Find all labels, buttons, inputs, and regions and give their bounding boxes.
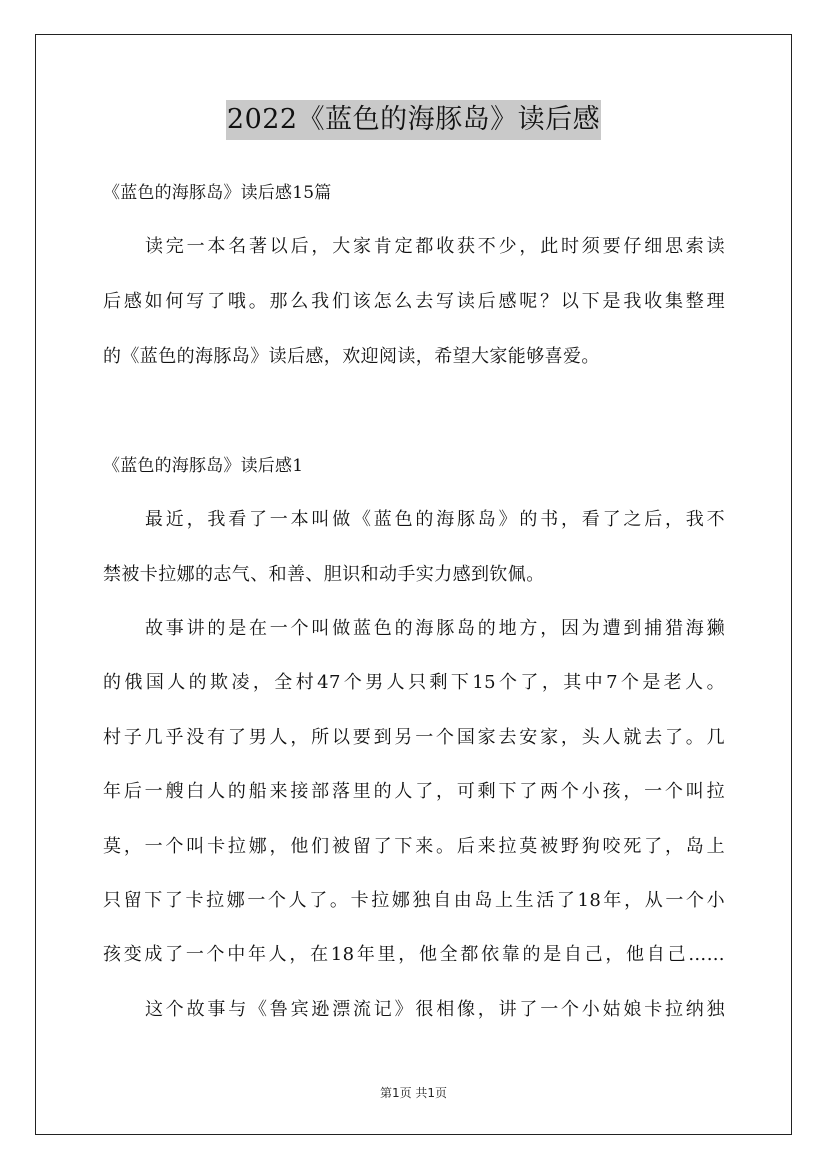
paragraph-2-line-5: 莫，一个叫卡拉娜，他们被留了下来。后来拉莫被野狗咬死了，岛上 (103, 836, 725, 857)
section-heading: 《蓝色的海豚岛》读后感1 (103, 456, 304, 476)
document-title-text: 2022《蓝色的海豚岛》读后感 (226, 100, 601, 140)
document-title (0, 100, 827, 140)
subtitle-line: 《蓝色的海豚岛》读后感15篇 (103, 183, 332, 203)
paragraph-1-line-2: 禁被卡拉娜的志气、和善、胆识和动手实力感到钦佩。 (103, 564, 545, 585)
paragraph-2-line-4: 年后一艘白人的船来接部落里的人了，可剩下了两个小孩，一个叫拉 (103, 781, 725, 802)
paragraph-2-line-3: 村子几乎没有了男人，所以要到另一个国家去安家，头人就去了。几 (103, 727, 725, 748)
intro-line-2: 后感如何写了哦。那么我们该怎么去写读后感呢？以下是我收集整理 (103, 291, 725, 312)
page-footer: 第1页 共1页 (379, 1086, 448, 1100)
paragraph-2-line-2: 的俄国人的欺凌，全村47个男人只剩下15个了，其中7个是老人。 (103, 672, 725, 693)
paragraph-2-line-6: 只留下了卡拉娜一个人了。卡拉娜独自由岛上生活了18年，从一个小 (103, 890, 725, 911)
paragraph-1-line-1: 最近，我看了一本叫做《蓝色的海豚岛》的书，看了之后，我不 (145, 509, 725, 530)
paragraph-2-line-1: 故事讲的是在一个叫做蓝色的海豚岛的地方，因为遭到捕猎海獭 (145, 618, 725, 639)
intro-line-1: 读完一本名著以后，大家肯定都收获不少，此时须要仔细思索读 (145, 236, 725, 257)
paragraph-3-line-1: 这个故事与《鲁宾逊漂流记》很相像，讲了一个小姑娘卡拉纳独 (145, 999, 725, 1020)
paragraph-2-line-7: 孩变成了一个中年人，在18年里，他全都依靠的是自己，他自己…… (103, 944, 725, 965)
intro-line-3: 的《蓝色的海豚岛》读后感，欢迎阅读，希望大家能够喜爱。 (103, 346, 600, 367)
